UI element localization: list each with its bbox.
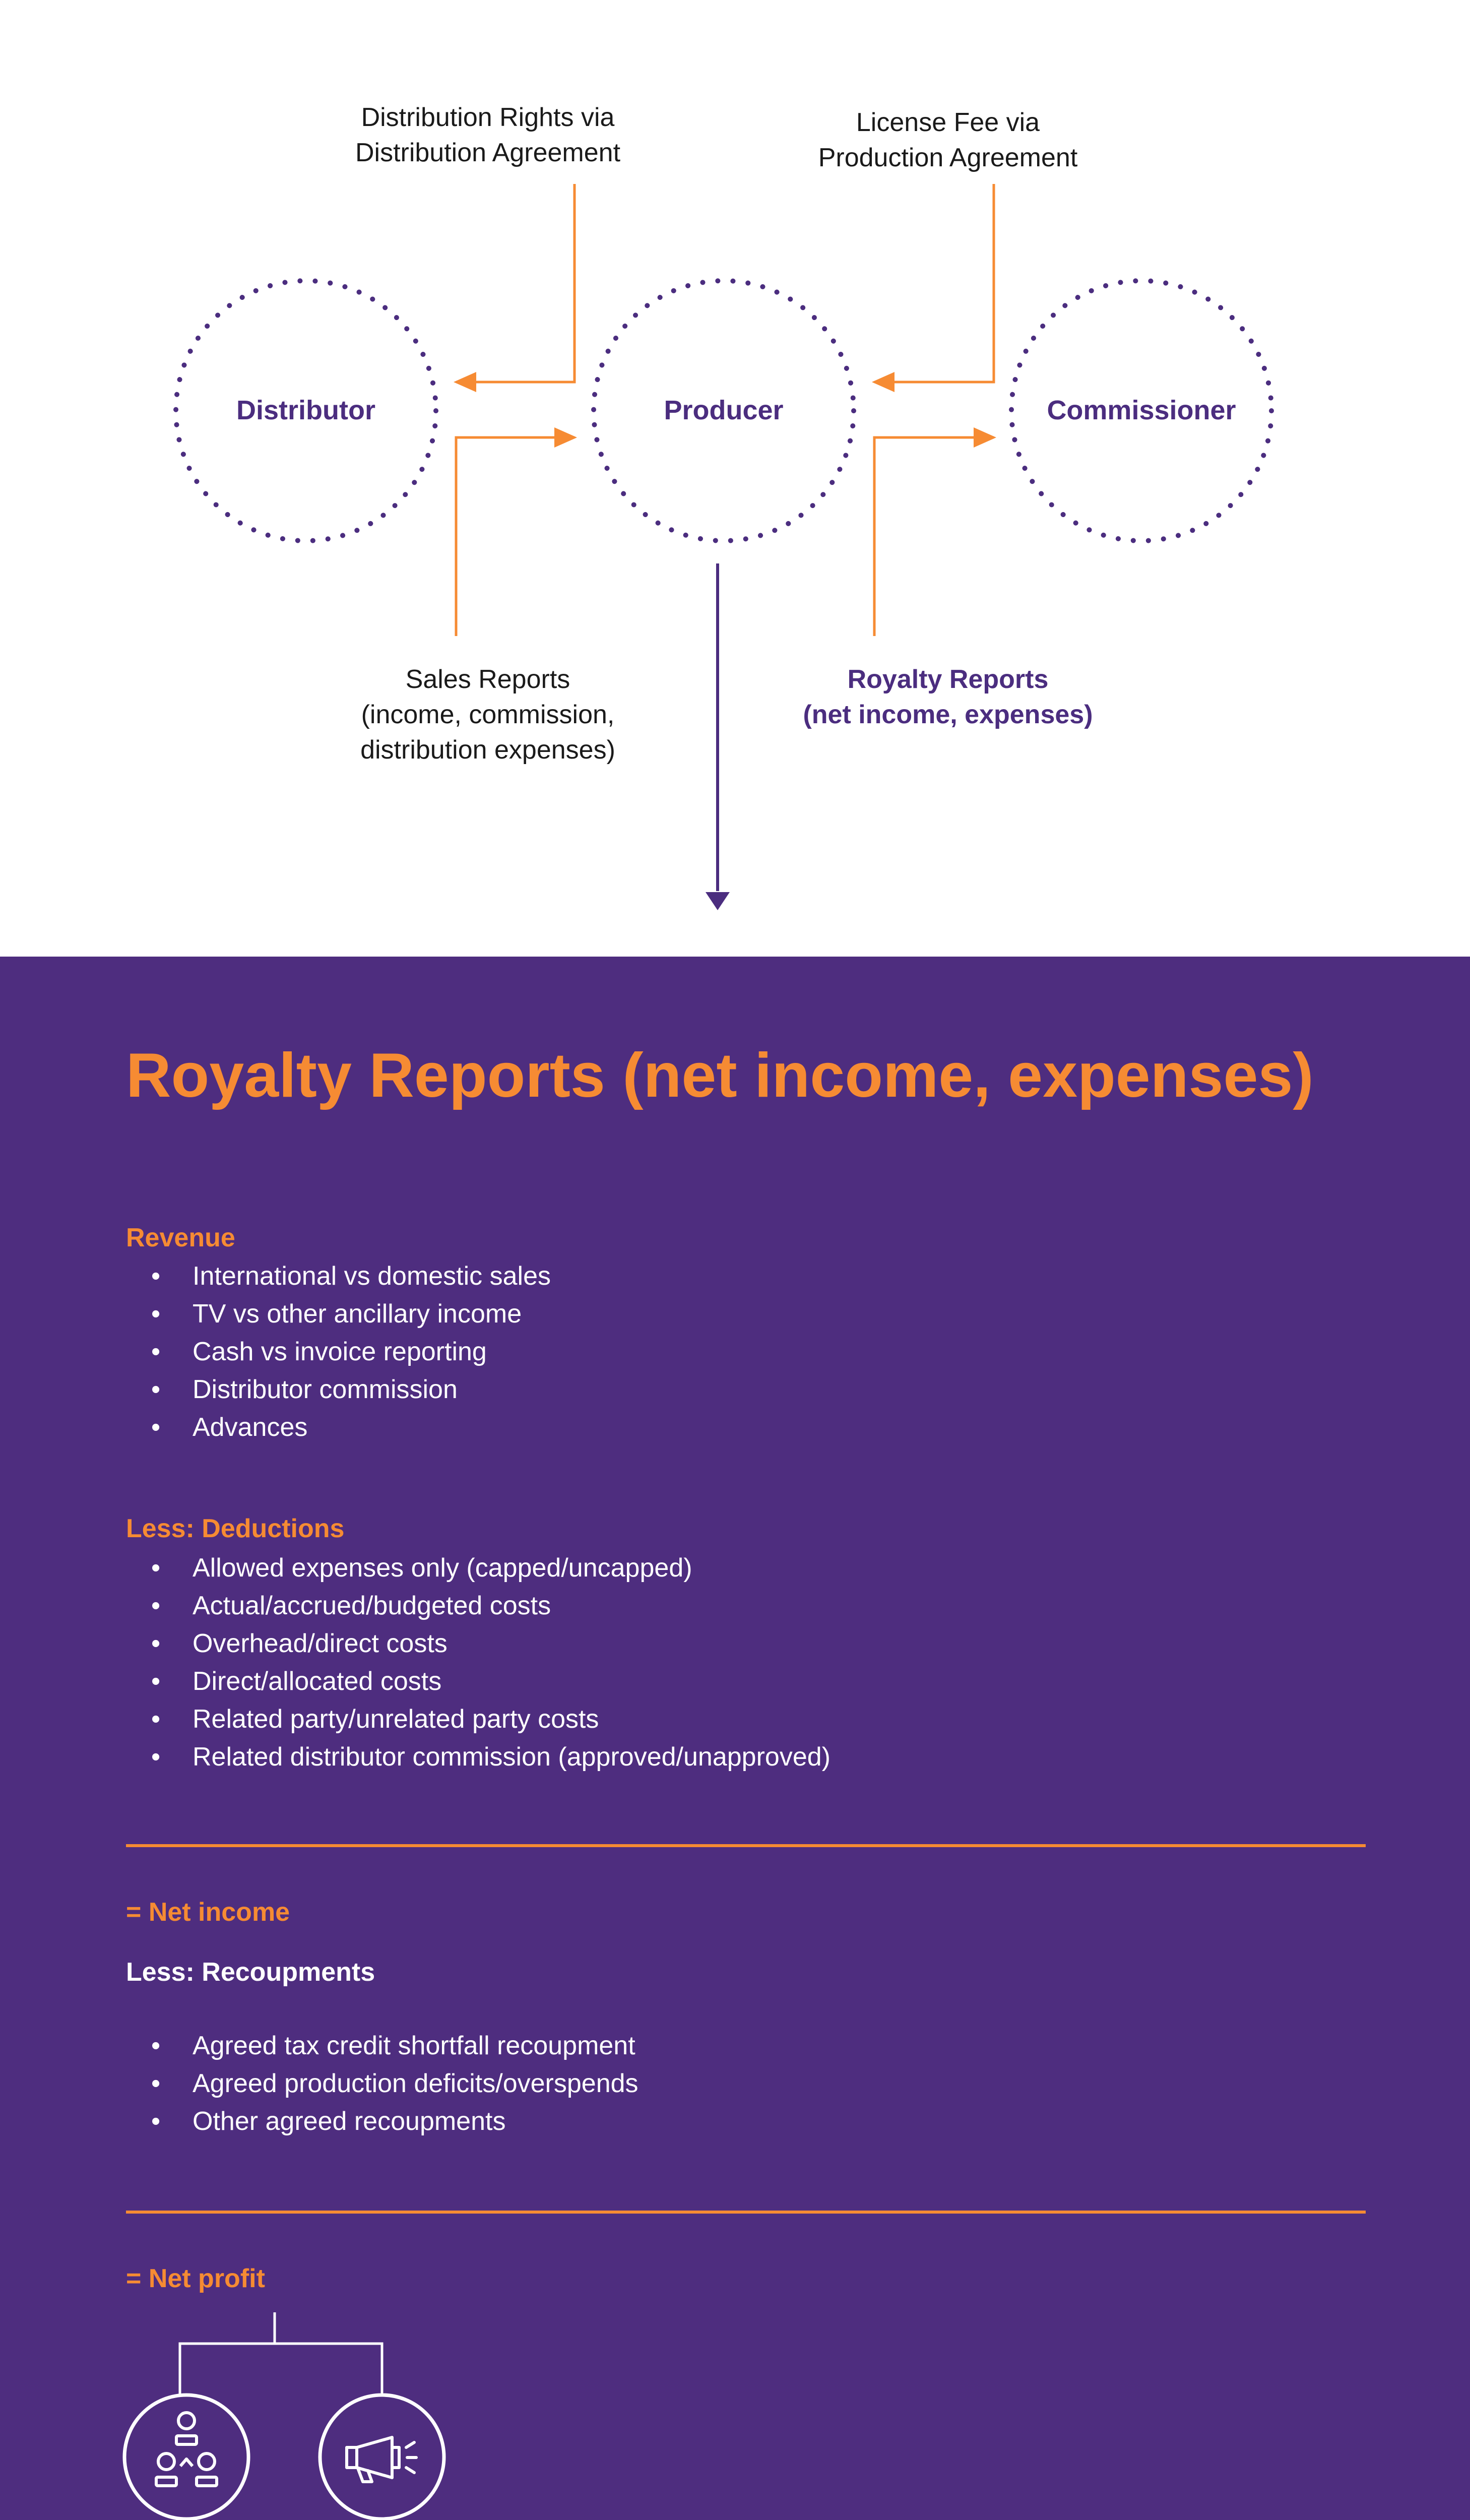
producer-share-circle xyxy=(124,2395,248,2519)
split-connector xyxy=(180,2344,382,2395)
license-fee-label: License Fee via Production Agreement xyxy=(818,108,1078,172)
royalty-report-panel xyxy=(0,957,1470,2520)
people-group-icon xyxy=(156,2413,217,2486)
flow-diagram xyxy=(0,0,1470,957)
distributor-label: Distributor xyxy=(236,395,375,425)
net-income-heading: = Net income xyxy=(126,1898,290,1927)
list-item: • Direct/allocated costs xyxy=(151,1663,830,1700)
net-profit-heading: = Net profit xyxy=(126,2264,265,2293)
list-item: • TV vs other ancillary income xyxy=(151,1295,551,1333)
list-item: • Overhead/direct costs xyxy=(151,1625,830,1663)
list-item: • Advances xyxy=(151,1409,551,1446)
producer-down-arrowhead xyxy=(706,892,730,910)
list-item: • Related distributor commission (approved/unapproved) xyxy=(151,1738,830,1776)
royalty-reports-arrow xyxy=(874,437,994,636)
deductions-heading: Less: Deductions xyxy=(126,1514,345,1543)
list-item: • Actual/accrued/budgeted costs xyxy=(151,1587,830,1625)
list-item: • Other agreed recoupments xyxy=(151,2103,638,2140)
revenue-list xyxy=(151,1257,551,1446)
recoupments-list xyxy=(151,2027,638,2140)
divider xyxy=(126,2211,1366,2214)
distribution-rights-arrow xyxy=(456,184,574,382)
royalty-reports-label: Royalty Reports (net income, expenses) xyxy=(803,665,1093,729)
deductions-list xyxy=(151,1549,830,1776)
recoupments-heading: Less: Recoupments xyxy=(126,1958,375,1987)
list-item: • Distributor commission xyxy=(151,1371,551,1409)
commissioner-share-circle xyxy=(320,2395,444,2519)
list-item: • Agreed tax credit shortfall recoupment xyxy=(151,2027,638,2065)
sales-reports-label: Sales Reports (income, commission, distribution expenses) xyxy=(360,665,615,765)
producer-label: Producer xyxy=(664,395,784,425)
list-item: • Related party/unrelated party costs xyxy=(151,1700,830,1738)
list-item: • Agreed production deficits/overspends xyxy=(151,2065,638,2103)
list-item: • Allowed expenses only (capped/uncapped) xyxy=(151,1549,830,1587)
revenue-heading: Revenue xyxy=(126,1223,235,1252)
commissioner-label: Commissioner xyxy=(1047,395,1236,425)
divider xyxy=(126,1844,1366,1847)
license-fee-arrow xyxy=(874,184,994,382)
report-title: Royalty Reports (net income, expenses) xyxy=(126,1041,1314,1110)
megaphone-icon xyxy=(347,2437,416,2482)
distribution-rights-label: Distribution Rights via Distribution Agreement xyxy=(355,103,621,167)
list-item: • Cash vs invoice reporting xyxy=(151,1333,551,1371)
list-item: • International vs domestic sales xyxy=(151,1257,551,1295)
sales-reports-arrow xyxy=(456,437,574,636)
